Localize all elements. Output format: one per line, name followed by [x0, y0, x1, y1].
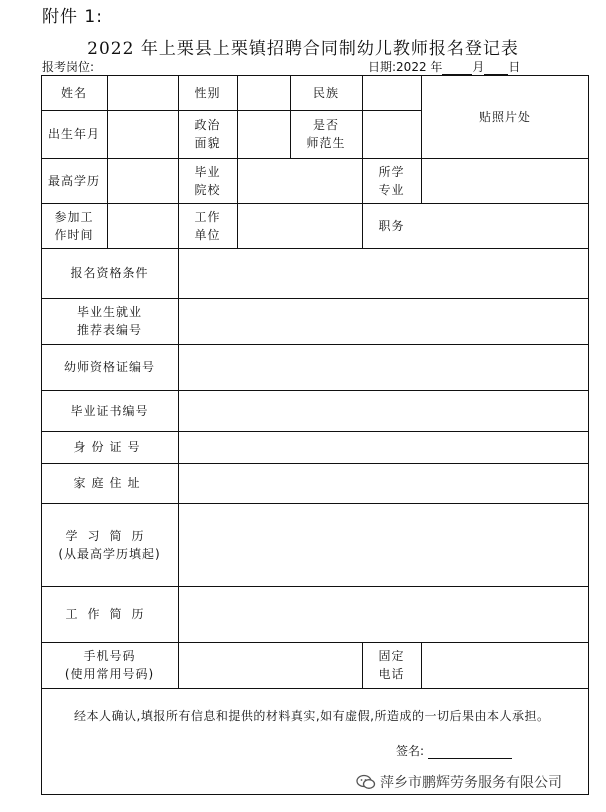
- graduate-recommendation-label-line1: 毕业生就业: [76, 305, 142, 319]
- political-label-line2: 面貌: [194, 136, 221, 150]
- date-field: [368, 58, 520, 75]
- diploma-field[interactable]: [178, 390, 589, 431]
- political-label-line1: 政治: [194, 118, 221, 132]
- political-field[interactable]: [237, 110, 290, 158]
- school-label-line2: 院校: [194, 182, 221, 197]
- signature-line[interactable]: [428, 744, 512, 759]
- normal-student-label-line1: 是否: [312, 118, 339, 132]
- work-history-label: 工作简历: [65, 607, 154, 621]
- normal-student-label: [290, 110, 362, 158]
- name-label: 姓名: [60, 85, 87, 100]
- id-number-field[interactable]: [178, 431, 589, 463]
- date-label: 日期:2022 年: [368, 60, 443, 74]
- landline-label: [362, 642, 421, 688]
- wechat-icon: [356, 774, 376, 790]
- teacher-cert-label: 幼师资格证编号: [63, 360, 155, 374]
- political-label: [178, 110, 237, 158]
- education-field[interactable]: [107, 158, 178, 203]
- day-label: 日: [508, 60, 521, 74]
- employer-label-line1: 工作: [194, 209, 221, 224]
- normal-student-field[interactable]: [362, 110, 421, 158]
- qualification-field[interactable]: [178, 248, 589, 298]
- normal-student-label-line2: 师范生: [306, 136, 346, 150]
- study-history-label-line2: (从最高学历填起): [58, 546, 161, 561]
- watermark: [356, 772, 562, 792]
- birth-label: 出生年月: [47, 127, 100, 141]
- mobile-label-line1: 手机号码: [83, 649, 136, 663]
- day-blank[interactable]: [484, 62, 508, 75]
- form-title: 2022 年上栗县上栗镇招聘合同制幼儿教师报名登记表: [87, 39, 519, 59]
- address-label: 家庭住址: [73, 476, 146, 490]
- duty-label: 职务: [378, 218, 405, 233]
- employer-label-line2: 单位: [194, 227, 221, 242]
- teacher-cert-field[interactable]: [178, 344, 589, 390]
- major-field[interactable]: [421, 158, 589, 203]
- school-label-line1: 毕业: [194, 164, 221, 179]
- row-line: [41, 688, 589, 689]
- name-field[interactable]: [107, 75, 178, 110]
- work-start-label-line1: 参加工: [54, 209, 94, 224]
- work-history-field[interactable]: [178, 586, 589, 642]
- ethnicity-label: 民族: [312, 85, 339, 100]
- study-history-field[interactable]: [178, 503, 589, 586]
- signature-label: 签名:: [396, 744, 425, 758]
- signature-area: [396, 742, 512, 759]
- study-history-label: [41, 503, 178, 586]
- mobile-label-line2: (使用常用号码): [64, 667, 155, 681]
- work-start-field[interactable]: [107, 203, 178, 248]
- school-field[interactable]: [237, 158, 362, 203]
- landline-label-line1: 固定: [378, 649, 405, 663]
- work-start-label: [41, 203, 107, 248]
- qualification-label: 报名资格条件: [70, 266, 149, 280]
- graduate-recommendation-label: [41, 298, 178, 344]
- photo-area[interactable]: 贴照片处: [478, 109, 531, 124]
- major-label-line1: 所学: [378, 164, 405, 179]
- diploma-label: 毕业证书编号: [70, 403, 149, 418]
- ethnicity-field[interactable]: [362, 75, 421, 110]
- school-label: [178, 158, 237, 203]
- gender-label: 性别: [194, 85, 221, 100]
- employer-field[interactable]: [237, 203, 362, 248]
- education-label: 最高学历: [47, 173, 100, 188]
- major-label-line2: 专业: [378, 182, 405, 197]
- month-blank[interactable]: [442, 62, 472, 75]
- attachment-label: 附件 1:: [42, 7, 103, 27]
- landline-field[interactable]: [421, 642, 589, 688]
- gender-field[interactable]: [237, 75, 290, 110]
- employer-label: [178, 203, 237, 248]
- position-label: 报考岗位:: [42, 60, 95, 74]
- declaration-text: 经本人确认,填报所有信息和提供的材料真实,如有虚假,所造成的一切后果由本人承担。: [74, 709, 550, 723]
- month-label: 月: [472, 60, 485, 74]
- study-history-label-line1: 学习简历: [65, 528, 154, 543]
- graduate-recommendation-field[interactable]: [178, 298, 589, 344]
- birth-field[interactable]: [107, 110, 178, 158]
- mobile-field[interactable]: [178, 642, 362, 688]
- id-number-label: 身份证号: [73, 440, 146, 454]
- work-start-label-line2: 作时间: [54, 227, 94, 242]
- graduate-recommendation-label-line2: 推荐表编号: [76, 323, 142, 337]
- duty-field[interactable]: [421, 203, 589, 248]
- landline-label-line2: 电话: [378, 667, 405, 681]
- major-label: [362, 158, 421, 203]
- watermark-text: 萍乡市鹏辉劳务服务有限公司: [380, 775, 562, 791]
- address-field[interactable]: [178, 463, 589, 503]
- mobile-label: [41, 642, 178, 688]
